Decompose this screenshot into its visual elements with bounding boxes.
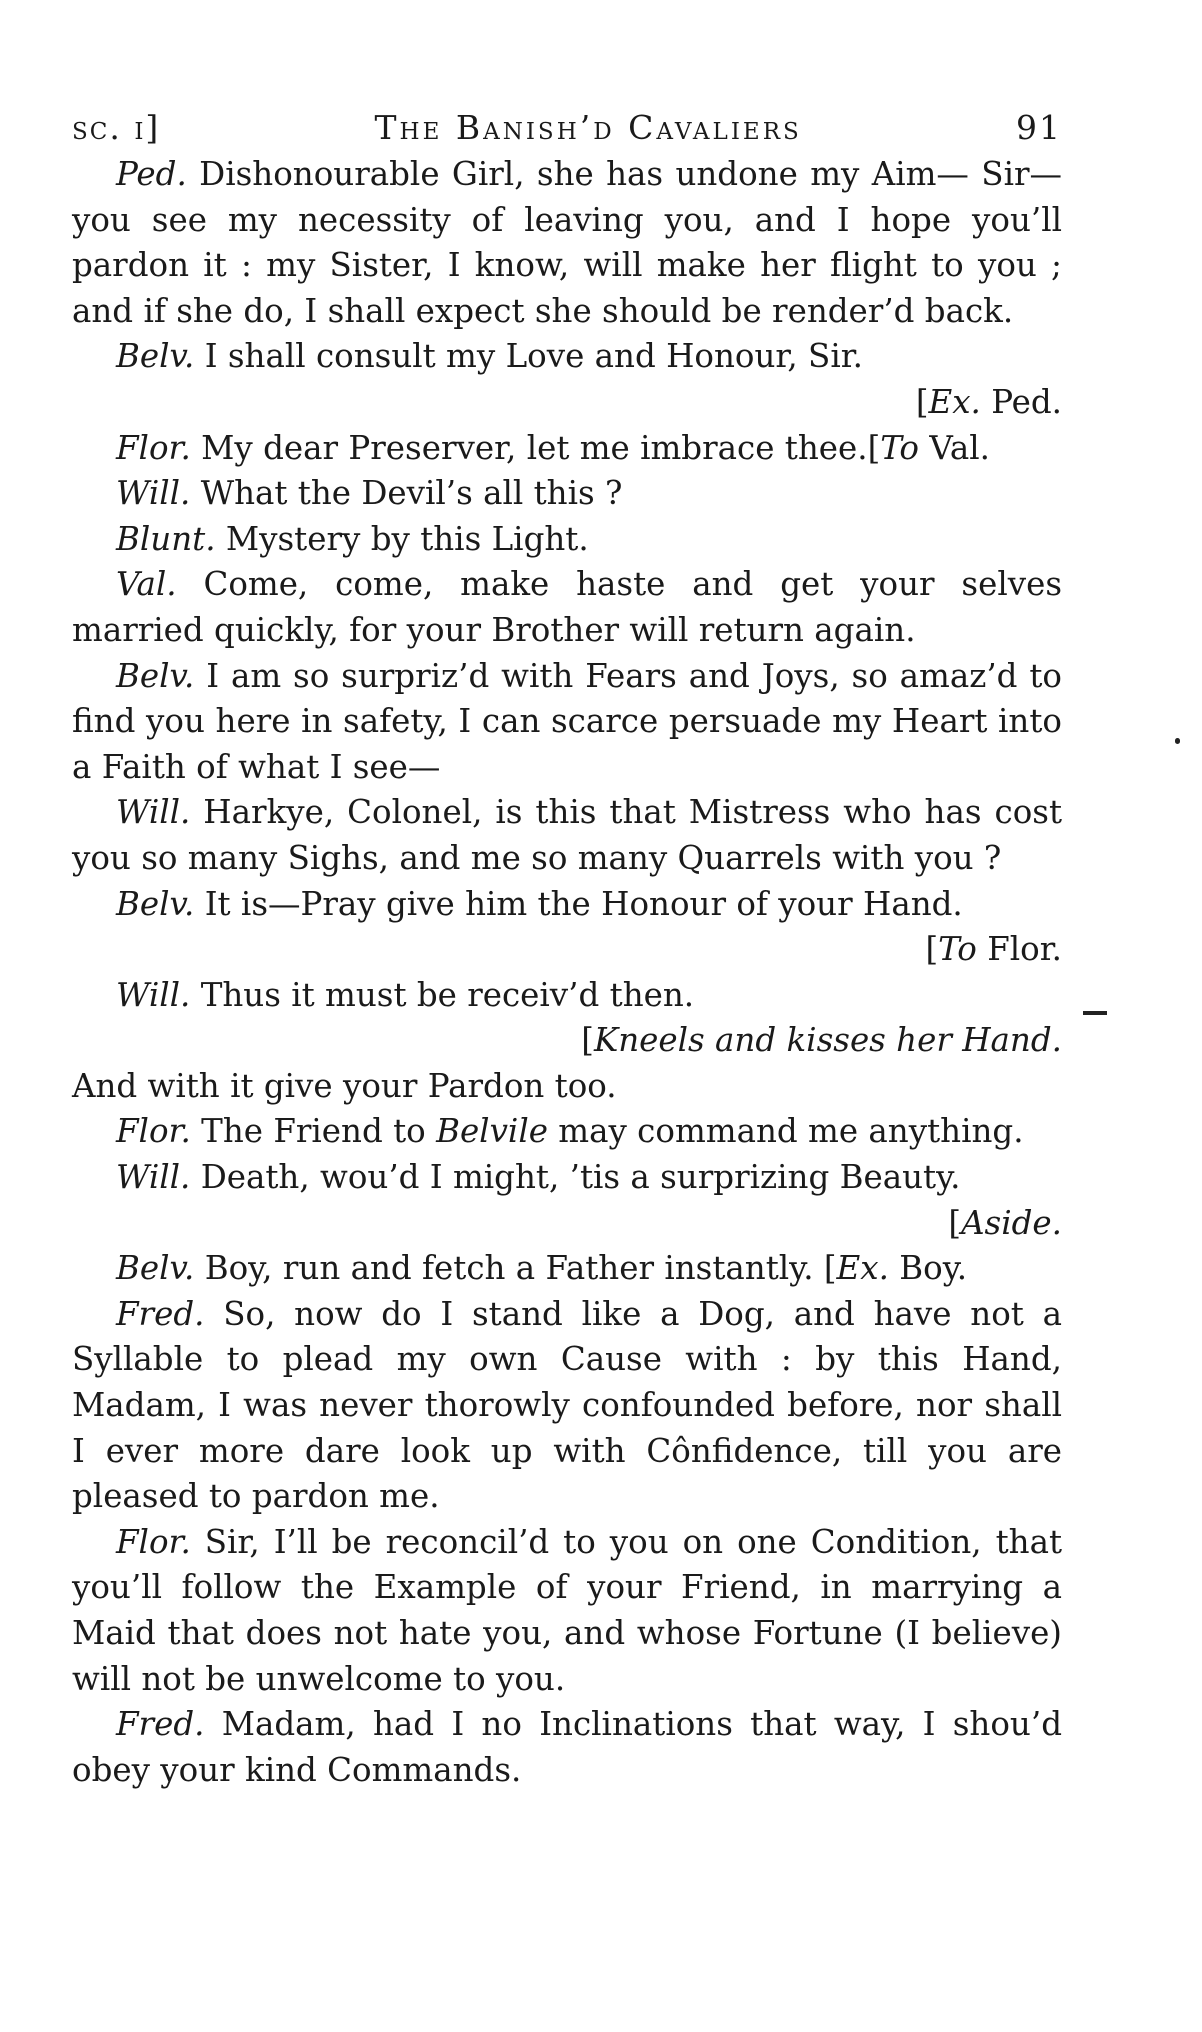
speaker-name: Fred.	[116, 1294, 205, 1333]
speaker-name: Flor.	[116, 1112, 191, 1151]
speech-belv	[72, 654, 1062, 791]
running-header	[72, 104, 1062, 152]
speech-belv	[72, 1246, 1062, 1292]
stage-direction-text: Ped.	[980, 382, 1062, 421]
speech-flor	[72, 1109, 1062, 1155]
speech-text: What the Devil’s all this ?	[190, 474, 623, 513]
speech-flor	[72, 426, 1062, 472]
speech-belv	[72, 882, 1062, 928]
scene-marker: sc. i]	[72, 108, 161, 147]
speaker-name: Val.	[116, 565, 177, 604]
speech-text: Dishonourable Girl, she has undone my Aim— Sir—you see my necessity of leaving you, and I hope you’ll pardon it : my Sister, I know, will make her flight to you ; and if she do, I shall expect she should be render’d back.	[72, 155, 1062, 330]
speech-italic-name: Belvile	[436, 1112, 548, 1151]
margin-dash	[1083, 1011, 1107, 1015]
page-number: 91	[1015, 108, 1062, 147]
speech-text: I shall consult my Love and Honour, Sir.	[194, 337, 864, 376]
speech-text: Mystery by this Light.	[215, 519, 589, 558]
speech-fred	[72, 1292, 1062, 1520]
bracket: [	[925, 930, 939, 969]
stage-direction	[72, 1201, 1062, 1247]
speaker-name: Belv.	[116, 884, 195, 923]
speech-text: may command me anything.	[547, 1112, 1024, 1151]
stage-direction-italic: Kneels and kisses her Hand.	[593, 1021, 1062, 1060]
speech-text: Thus it must be receiv’d then.	[190, 975, 695, 1014]
speaker-name: Will.	[116, 975, 191, 1014]
speech-text: It is—Pray give him the Honour of your Hand.	[194, 884, 963, 923]
speech-continuation	[72, 1064, 1062, 1110]
speech-will	[72, 471, 1062, 517]
speaker-name: Flor.	[116, 1522, 191, 1561]
speaker-name: Belv.	[116, 656, 195, 695]
speech-text: I am so surpriz’d with Fears and Joys, so amaz’d to find you here in safety, I can scarce persuade my Heart into a Faith of what I see—	[72, 656, 1062, 786]
stage-direction	[72, 380, 1062, 426]
stage-direction-italic: Aside.	[961, 1203, 1062, 1242]
speech-text: My dear Preserver, let me imbrace thee.	[190, 428, 868, 467]
speaker-name: Belv.	[116, 337, 195, 376]
speaker-name: Ped.	[116, 155, 187, 193]
speech-will	[72, 1155, 1062, 1201]
stage-direction	[72, 1018, 1062, 1064]
speaker-name: Belv.	[116, 1249, 195, 1288]
speech-flor	[72, 1520, 1062, 1702]
play-text	[72, 152, 1062, 1793]
book-page	[72, 104, 1062, 1793]
stage-direction-italic: Ex.	[928, 382, 981, 421]
speech-text: Harkye, Colonel, is this that Mistress who has cost you so many Sighs, and me so many Quarrels with you ?	[72, 793, 1062, 877]
speech-ped	[72, 152, 1062, 334]
bracket: [	[813, 1249, 837, 1288]
speech-val	[72, 562, 1062, 653]
speech-text: So, now do I stand like a Dog, and have not a Syllable to plead my own Cause with : by this Hand, Madam, I was never thorowly confounded before, nor shall I ever more dare look up with Cônfidence, till you are pleased to pardon me.	[72, 1294, 1062, 1516]
stage-direction-text: Boy.	[888, 1249, 968, 1288]
speech-text: The Friend to	[190, 1112, 437, 1151]
speech-text: Boy, run and fetch a Father instantly.	[194, 1249, 814, 1288]
stage-direction-italic: Ex.	[836, 1249, 889, 1288]
speaker-name: Blunt.	[116, 519, 216, 558]
speech-fred	[72, 1702, 1062, 1793]
speech-blunt	[72, 517, 1062, 563]
stage-direction	[72, 927, 1062, 973]
speech-belv	[72, 334, 1062, 380]
speaker-name: Flor.	[116, 428, 191, 467]
stage-direction-text: Val.	[919, 428, 990, 467]
speaker-name: Fred.	[116, 1705, 205, 1744]
bracket: [	[915, 382, 929, 421]
running-title: The Banish’d Cavaliers	[374, 108, 802, 147]
stage-direction-italic: To	[880, 428, 920, 467]
bracket: [	[948, 1203, 962, 1242]
speaker-name: Will.	[116, 474, 191, 513]
speech-text: And with it give your Pardon too.	[72, 1066, 617, 1105]
stage-direction-text: Flor.	[976, 930, 1062, 969]
speech-will	[72, 790, 1062, 881]
speech-text: Death, wou’d I might, ’tis a surprizing Beauty.	[190, 1158, 961, 1197]
bracket: [	[581, 1021, 594, 1060]
bracket: [	[867, 428, 881, 467]
speaker-name: Will.	[116, 1158, 191, 1197]
speech-text: Come, come, make haste and get your selves married quickly, for your Brother will return again.	[72, 565, 1062, 649]
margin-dot	[1175, 738, 1180, 744]
speech-text: Madam, had I no Inclinations that way, I shou’d obey your kind Commands.	[72, 1705, 1062, 1789]
speech-text: Sir, I’ll be reconcil’d to you on one Condition, that you’ll follow the Example of your Friend, in marrying a Maid that does not hate you, and whose Fortune (I believe) will not be unwelcome to you.	[72, 1522, 1062, 1698]
speaker-name: Will.	[116, 793, 191, 832]
speech-will	[72, 973, 1062, 1019]
stage-direction-italic: To	[938, 930, 977, 969]
